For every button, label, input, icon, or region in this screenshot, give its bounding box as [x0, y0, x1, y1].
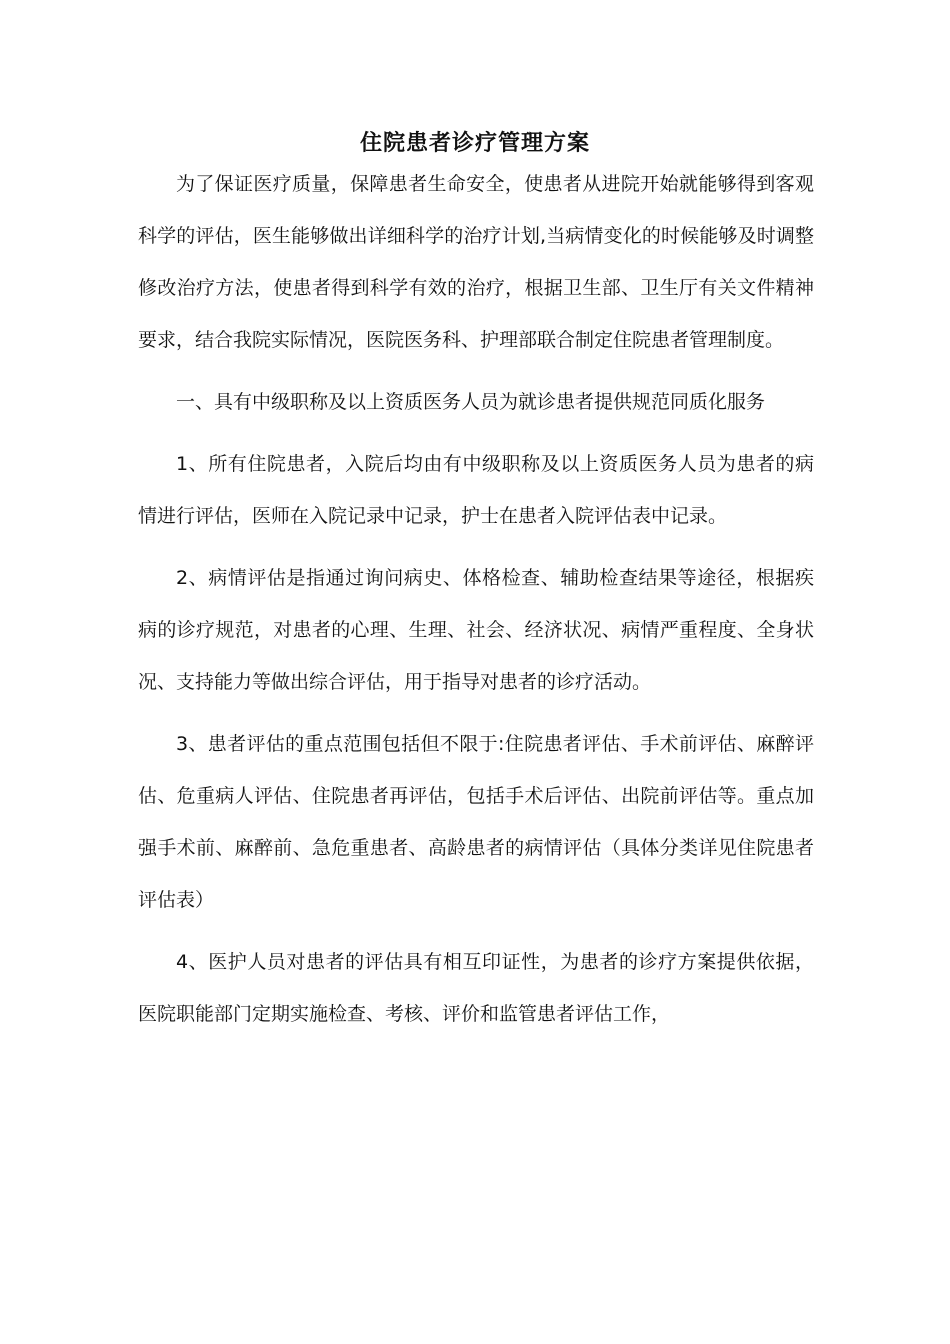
paragraph-item-2: 2、病情评估是指通过询问病史、体格检查、辅助检查结果等途径，根据疾病的诊疗规范，对患者的心理、生理、社会、经济状况、病情严重程度、全身状况、支持能力等做出综合评估，用于指导对患者的诊疗活动。 — [138, 567, 814, 693]
section-heading-1: 一、具有中级职称及以上资质医务人员为就诊患者提供规范同质化服务 — [176, 391, 766, 413]
paragraph-intro: 为了保证医疗质量，保障患者生命安全，使患者从进院开始就能够得到客观科学的评估，医生能够做出详细科学的治疗计划,当病情变化的时候能够及时调整修改治疗方法，使患者得到科学有效的治疗，根据卫生部、卫生厅有关文件精神要求，结合我院实际情况，医院医务科、护理部联合制定住院患者管理制度。 — [138, 173, 814, 351]
paragraph-item-3: 3、患者评估的重点范围包括但不限于:住院患者评估、手术前评估、麻醉评估、危重病人评估、住院患者再评估，包括手术后评估、出院前评估等。重点加强手术前、麻醉前、急危重患者、高龄患者的病情评估（具体分类详见住院患者评估表） — [138, 733, 814, 911]
paragraph-item-1: 1、所有住院患者，入院后均由有中级职称及以上资质医务人员为患者的病情进行评估，医师在入院记录中记录，护士在患者入院评估表中记录。 — [138, 453, 814, 527]
document-body — [138, 158, 814, 1040]
paragraph-item-4: 4、医护人员对患者的评估具有相互印证性，为患者的诊疗方案提供依据，医院职能部门定期实施检查、考核、评价和监管患者评估工作， — [138, 951, 814, 1025]
document-title: 住院患者诊疗管理方案 — [359, 130, 590, 156]
